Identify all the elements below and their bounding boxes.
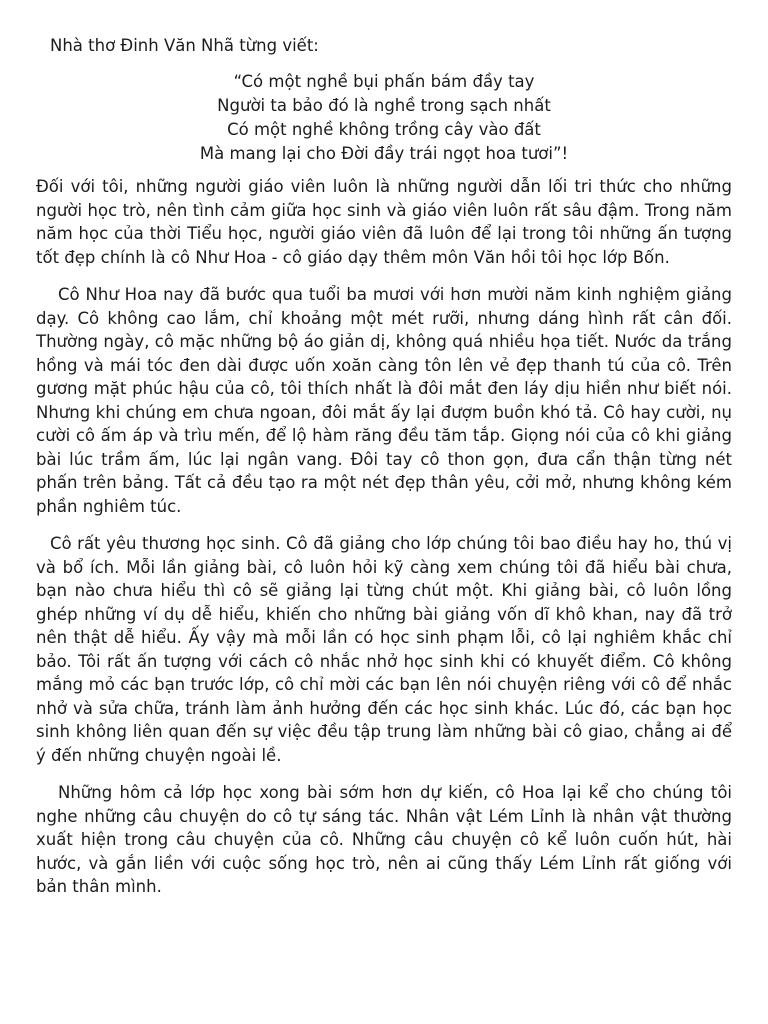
- poem-line: “Có một nghề bụi phấn bám đầy tay: [233, 72, 535, 91]
- poem-line: Có một nghề không trồng cây vào đất: [227, 120, 541, 139]
- paragraph-4: Những hôm cả lớp học xong bài sớm hơn dự kiến, cô Hoa lại kể cho chúng tôi nghe những câu chuyện do cô tự sáng tác. Nhân vật Lém Lỉnh là nhân vật thường xuất hiện trong câu chuyện của cô. Những câu chuyện cô kể luôn cuốn hút, hài hước, và gắn liền với cuộc sống học trò, nên ai cũng thấy Lém Lỉnh rất giống với bản thân mình.: [36, 783, 732, 896]
- paragraph-1: Đối với tôi, những người giáo viên luôn là những người dẫn lối tri thức cho những người học trò, nên tình cảm giữa học sinh và giáo viên luôn rất sâu đậm. Trong năm năm học của thời Tiểu học, người giáo viên đã luôn để lại trong tôi những ấn tượng tốt đẹp chính là cô Như Hoa - cô giáo dạy thêm môn Văn hồi tôi học lớp Bốn.: [36, 177, 732, 267]
- poem-block: [36, 70, 732, 166]
- paragraph-2: Cô Như Hoa nay đã bước qua tuổi ba mươi với hơn mười năm kinh nghiệm giảng dạy. Cô không cao lắm, chỉ khoảng một mét rưỡi, nhưng dáng hình rất cân đối. Thường ngày, cô mặc những bộ áo giản dị, không quá nhiều họa tiết. Nước da trắng hồng và mái tóc đen dài được uốn xoăn càng tôn lên vẻ đẹp thanh tú của cô. Trên gương mặt phúc hậu của cô, tôi thích nhất là đôi mắt đen láy dịu hiền như biết nói. Nhưng khi chúng em chưa ngoan, đôi mắt ấy lại đượm buồn khó tả. Cô hay cười, nụ cười cô ấm áp và trìu mến, để lộ hàm răng đều tăm tắp. Giọng nói của cô khi giảng bài lúc trầm ấm, lúc lại ngân vang. Đôi tay cô thon gọn, đưa cẩn thận từng nét phấn trên bảng. Tất cả đều tạo ra một nét đẹp thân yêu, cởi mở, nhưng không kém phần nghiêm túc.: [36, 285, 732, 516]
- paragraph-3: Cô rất yêu thương học sinh. Cô đã giảng cho lớp chúng tôi bao điều hay ho, thú vị và bổ ích. Mỗi lần giảng bài, cô luôn hỏi kỹ càng xem chúng tôi đã hiểu bài chưa, bạn nào chưa hiểu thì cô sẽ giảng lại từng chút một. Khi giảng bài, cô luôn lồng ghép những ví dụ dễ hiểu, khiến cho những bài giảng vốn dĩ khô khan, nay đã trở nên thật dễ hiểu. Ấy vậy mà mỗi lần có học sinh phạm lỗi, cô lại nghiêm khắc chỉ bảo. Tôi rất ấn tượng với cách cô nhắc nhở học sinh khi có khuyết điểm. Cô không mắng mỏ các bạn trước lớp, cô chỉ mời các bạn lên nói chuyện riêng với cô để nhắc nhở và sửa chữa, tránh làm ảnh hưởng đến các học sinh khác. Lúc đó, các bạn học sinh không liên quan đến sự việc đều tập trung làm những bài cô giao, chẳng ai để ý đến những chuyện ngoài lề.: [36, 534, 732, 765]
- intro-line: Nhà thơ Đinh Văn Nhã từng viết:: [50, 36, 319, 55]
- poem-line: Mà mang lại cho Đời đầy trái ngọt hoa tươi”!: [199, 144, 569, 163]
- poem-line: Người ta bảo đó là nghề trong sạch nhất: [217, 96, 551, 115]
